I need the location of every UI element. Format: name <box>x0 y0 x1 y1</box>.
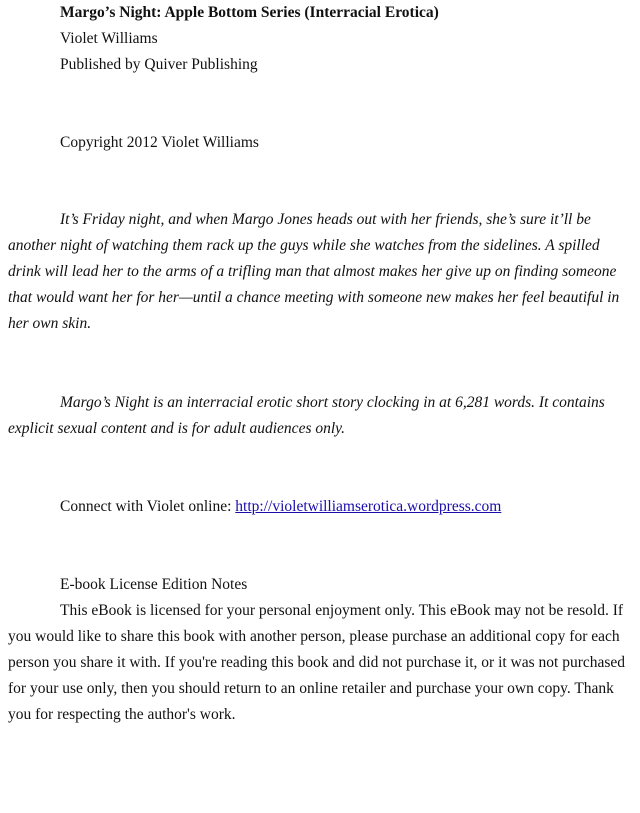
publisher: Published by Quiver Publishing <box>60 56 258 73</box>
license-text: This eBook is licensed for your personal enjoyment only. This eBook may not be resold. If you would like to share this book with another person, please purchase an additional copy for each person you share it with. If you're reading this book and did not purchase it, or it was not purchased for your use only, then you should return to an online retailer and purchase your own copy. Thank you for respecting the author's work. <box>8 602 626 723</box>
author: Violet Williams <box>60 30 158 47</box>
blurb: It’s Friday night, and when Margo Jones heads out with her friends, she’s sure it’ll be another night of watching them rack up the guys while she watches from the sidelines. A spilled drink will lead her to the arms of a trifling man that almost makes her give up on finding someone that would want her for her—until a chance meeting with someone new makes her feel beautiful in her own skin. <box>8 211 620 332</box>
book-title: Margo’s Night: Apple Bottom Series (Interracial Erotica) <box>60 4 439 21</box>
author-website-link[interactable]: http://violetwilliamserotica.wordpress.com <box>235 498 502 515</box>
license-heading: E-book License Edition Notes <box>60 576 248 593</box>
copyright: Copyright 2012 Violet Williams <box>60 134 259 151</box>
description: Margo’s Night is an interracial erotic short story clocking in at 6,281 words. It contains explicit sexual content and is for adult audiences only. <box>8 394 605 437</box>
connect-line <box>8 494 634 520</box>
connect-label: Connect with Violet online: <box>60 498 236 515</box>
